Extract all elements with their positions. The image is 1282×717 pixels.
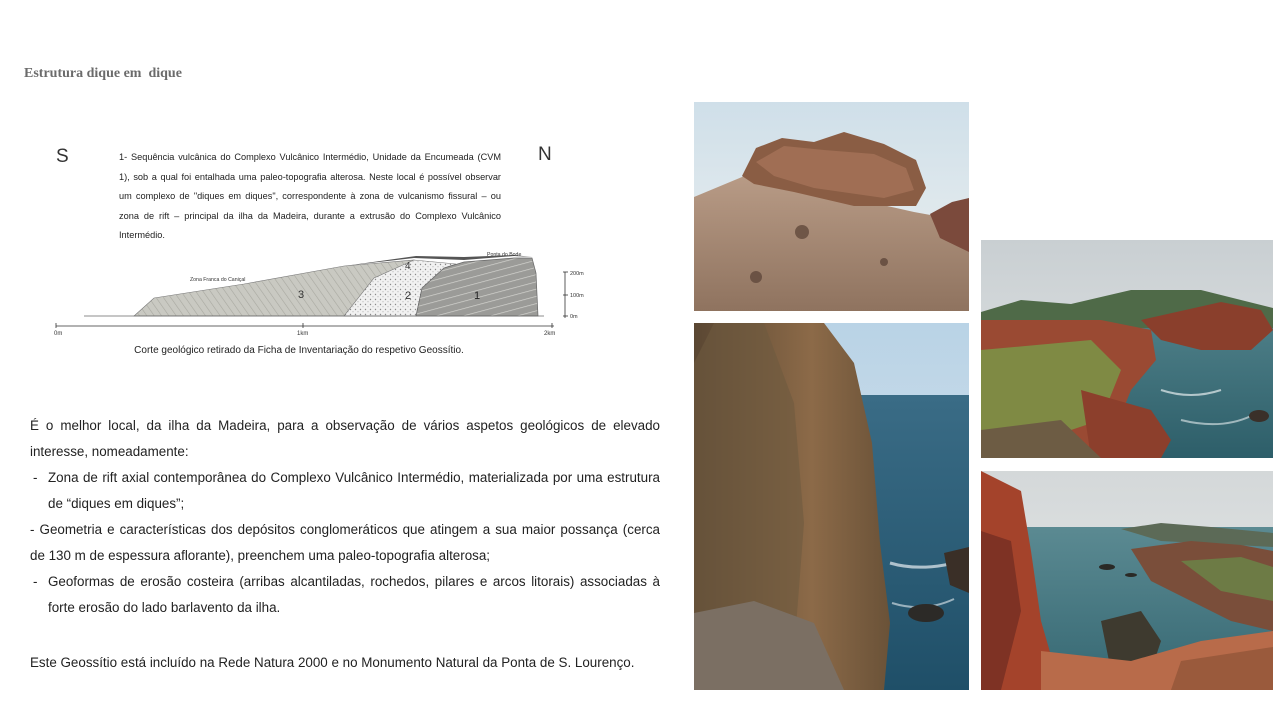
figure-note: 1- Sequência vulcânica do Complexo Vulcânico Intermédio, Unidade da Encumeada (CVM 1), sob a qual foi entalhada uma paleo-topografia alterosa. Neste local é possível observar um complexo de "diques em diques", correspondente à zona de vulcanismo fissural – ou zona de rift – principal da ilha da Madeira, durante a extrusão do Complexo Vulcânico Intermédio.	[119, 152, 501, 240]
list-item	[30, 517, 660, 569]
direction-north-label: N	[538, 144, 552, 165]
hscale-label-mid: 1km	[297, 331, 309, 337]
label-unit-4: 4	[405, 261, 411, 272]
list-item-text: - Geometria e características dos depósitos conglomeráticos que atingem a sua maior possança (cerca de 130 m de espessura aflorante), preenchem uma paleo-topografia alterosa;	[30, 522, 660, 563]
label-unit-3: 3	[298, 289, 305, 301]
intro-paragraph: É o melhor local, da ilha da Madeira, para a observação de vários aspetos geológicos de elevado interesse, nomeadamente:	[30, 418, 660, 459]
footer-paragraph: Este Geossítio está incluído na Rede Natura 2000 e no Monumento Natural da Ponta de S. Lourenço.	[30, 655, 635, 670]
list-item-text: Geoformas de erosão costeira (arribas alcantiladas, rochedos, pilares e arcos litorais) associadas à forte erosão do lado barlavento da ilha.	[48, 574, 660, 615]
page-title: Estrutura dique em dique	[24, 66, 182, 81]
body-text	[30, 413, 660, 621]
list-item	[30, 465, 660, 517]
photo-sea-cliff	[694, 323, 969, 690]
direction-south-label: S	[56, 146, 69, 167]
label-unit-2: 2	[405, 290, 412, 302]
vscale-label-bottom: 0m	[570, 314, 578, 320]
list-item-text: Zona de rift axial contemporânea do Complexo Vulcânico Intermédio, materializada por uma estrutura de “diques em diques”;	[48, 470, 660, 511]
label-ponta-bode: Ponta do Bode	[487, 252, 522, 258]
list-bullet: -	[33, 470, 38, 485]
figure-caption: Corte geológico retirado da Ficha de Inventariação do respetivo Geossítio.	[134, 345, 464, 356]
photo-rock-outcrop	[694, 102, 969, 311]
photo-red-cliffs-coast	[981, 240, 1273, 458]
features-list	[30, 465, 660, 621]
label-unit-1: 1	[474, 290, 481, 302]
hscale-label-start: 0m	[54, 331, 63, 337]
label-zona-franca: Zona Franca do Caniçal	[190, 277, 246, 283]
geological-section-figure	[44, 138, 594, 370]
photo-coastline-view	[981, 471, 1273, 690]
vscale-label-mid: 100m	[570, 293, 584, 299]
hscale-label-end: 2km	[544, 331, 556, 337]
list-item	[30, 569, 660, 621]
vscale-label-top: 200m	[570, 271, 584, 277]
list-bullet: -	[33, 574, 38, 589]
